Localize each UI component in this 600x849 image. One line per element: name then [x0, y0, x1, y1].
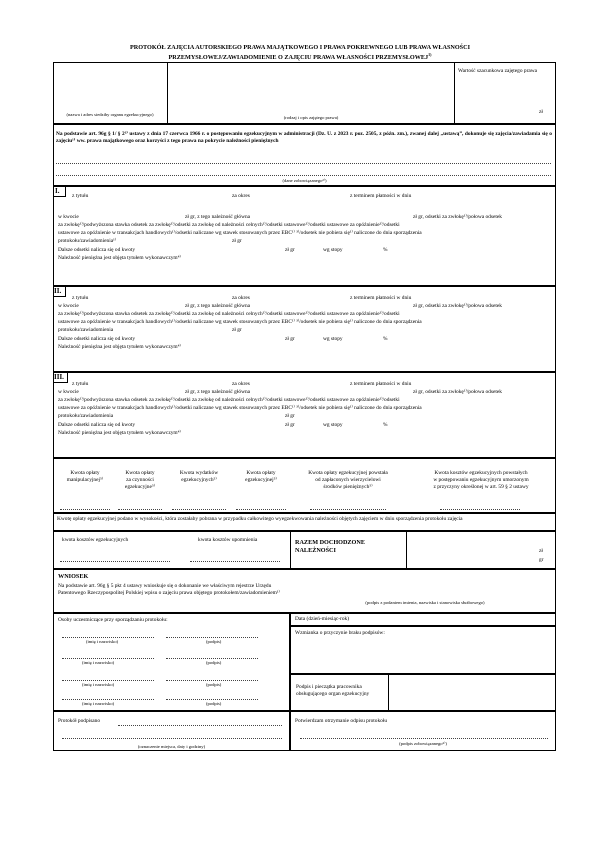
costs-divider-1 — [290, 531, 291, 569]
s3-percent: % — [383, 422, 388, 428]
s2-zl-gr: zł gr — [232, 327, 242, 333]
person-3-sign-label: (podpis) — [206, 682, 222, 687]
fee-col-2 — [114, 470, 166, 491]
section-3-box — [53, 372, 556, 458]
s3-odsetki: zł gr, odsetki za zwłokę¹⁾/połowa odsetek — [413, 389, 502, 395]
s3-tytul-wyk: Należność pieniężna jest objęta tytułem wykonawczym⁴⁾ — [58, 430, 181, 436]
s2-termin: z terminem płatności w dniu — [350, 295, 412, 301]
person-2-sign-label: (podpis) — [206, 660, 222, 665]
document-title-line1: PROTOKÓŁ ZAJĘCIA AUTORSKIEGO PRAWA MAJĄTKOWEGO I PRAWA POKREWNEGO LUB PRAWA WŁASNOŚCI — [129, 44, 471, 51]
wniosek-sign-label: (podpis z podaniem imienia, nazwiska i stanowiska służbowego) — [365, 600, 485, 605]
debtor-dots-1 — [56, 163, 551, 164]
costs-gr: gr — [539, 557, 544, 563]
s2-z-tytulu: z tytułu — [72, 295, 89, 301]
fee-col-2-l2: za czynności — [126, 477, 154, 483]
s3-zl-gr: zł gr — [285, 413, 295, 419]
s2-dalsze-zl-gr: zł gr — [285, 336, 295, 342]
s1-za-okres: za okres — [232, 193, 250, 199]
fee-col-4-l1: Kwota opłaty — [246, 470, 276, 476]
document-title-line2 — [40, 53, 560, 61]
costs-dots-2 — [190, 561, 280, 562]
costs-upomnienia: kwota kosztów upomnienia — [198, 537, 258, 543]
title-sup: 1) — [428, 52, 432, 57]
s1-odsetki: zł gr, odsetki za zwłokę¹⁾/połowa odsetek — [413, 214, 502, 220]
fee-dots-5 — [310, 509, 386, 510]
fee-dots-2 — [118, 509, 162, 510]
s2-kwocie: w kwocie — [58, 303, 79, 309]
person-3-name-label: (imię i nazwisko) — [82, 682, 115, 687]
fee-col-5-l1: Kwota opłaty egzekucyjnej powstała — [308, 470, 388, 476]
top-divider-1 — [167, 62, 168, 124]
s3-kwocie: w kwocie — [58, 389, 79, 395]
fee-col-5 — [290, 470, 406, 491]
fee-col-2-l1: Kwota opłaty — [125, 470, 155, 476]
title-line2-text: PRZEMYSŁOWEJ/ZAWIADOMIENIE O ZAJĘCIU PRAWA WŁASNOŚCI PRZEMYSŁOWEJ — [168, 54, 429, 62]
receipt-sign-label: (podpis zobowiązanego⁶⁾) — [399, 741, 447, 746]
person-3-sign-dots — [166, 680, 258, 681]
fee-dots-3 — [172, 509, 226, 510]
s2-za-okres: za okres — [232, 295, 250, 301]
fee-col-1 — [56, 470, 114, 484]
person-3-name-dots — [62, 680, 154, 681]
person-1-sign-dots — [166, 637, 258, 638]
signed-dots-1 — [118, 725, 282, 726]
s3-z-tytulu: z tytułu — [72, 381, 89, 387]
s1-line4: ustawowe za opóźnienie w transakcjach handlowych¹⁾/odsetki naliczane wg stawek stosowanych przez EBC¹⁾ ³⁾/odsetek nie pobiera się¹⁾ naliczone do dnia sporządzenia — [58, 230, 422, 236]
fee-col-3 — [168, 470, 230, 484]
person-1-name-dots — [62, 637, 154, 638]
receipt-dots — [300, 738, 548, 739]
s1-z-tytulu: z tytułu — [72, 193, 89, 199]
s2-line3: za zwłokę¹⁾/podwyższona stawka odsetek za zwłokę¹⁾/odsetki za zwłokę od należności celnych¹⁾/odsetki ustawowe¹⁾/odsetki ustawowe za opóźnienie¹⁾/odsetki — [58, 311, 400, 317]
fee-dots-1 — [60, 509, 110, 510]
s2-odsetki: zł gr, odsetki za zwłokę¹⁾/połowa odsetek — [413, 303, 502, 309]
fee-col-6 — [408, 470, 554, 491]
top-divider-2 — [454, 62, 455, 124]
persons-title: Osoby uczestniczące przy sporządzaniu protokołu: — [58, 617, 168, 623]
s1-dalsze: Dalsze odsetki nalicza się od kwoty — [58, 247, 136, 253]
s3-line4: ustawowe za opóźnienie w transakcjach handlowych¹⁾/odsetki naliczane wg stawek stosowanych przez EBC¹⁾ ³⁾/odsetek nie pobiera się¹⁾ naliczone do dnia sporządzenia — [58, 405, 422, 411]
s1-dalsze-zl-gr: zł gr — [285, 247, 295, 253]
value-label: Wartość szacunkowa zajętego prawa — [458, 68, 538, 74]
stamp-label: Podpis i pieczątka pracownika obsługującego organ egzekucyjny — [296, 684, 370, 697]
debtor-label: (dane zobowiązanego²⁾) — [282, 178, 327, 183]
s2-dalsze: Dalsze odsetki nalicza się od kwoty — [58, 336, 136, 342]
costs-zl: zł — [539, 548, 543, 554]
fee-dots-6 — [440, 509, 520, 510]
section-2-box — [53, 286, 556, 372]
fee-col-4-l2: egzekucyjnej⁵⁾ — [245, 477, 277, 483]
costs-divider-2 — [406, 531, 407, 569]
costs-koszty: kwota kosztów egzekucyjnych — [62, 537, 129, 543]
note-text: Kwotę opłaty egzekucyjnej podano w wysokości, która zostałaby pobrana w przypadku całkowitego wyegzekwowania należności objętych zajęciem w dniu sporządzenia protokołu zajęcia — [57, 516, 463, 522]
fee-col-6-l2: w postępowaniu egzekucyjnym umorzonym — [433, 477, 529, 483]
value-zl: zł — [539, 109, 543, 115]
person-4-sign-label: (podpis) — [206, 701, 222, 706]
date-label: Data (dzień-miesiąc-rok) — [295, 616, 350, 622]
s1-kwocie: w kwocie — [58, 214, 79, 220]
s1-wg-stopy: wg stopy — [323, 247, 343, 253]
s1-termin: z terminem płatności w dniu — [350, 193, 412, 199]
person-2-sign-dots — [166, 658, 258, 659]
s3-termin: z terminem płatności w dniu — [350, 381, 412, 387]
organ-label: (nazwa i adres siedziby organu egzekucyjnego) — [66, 112, 154, 117]
s3-line5: protokołu/zawiadomienia — [58, 413, 114, 419]
s1-line3: za zwłokę¹⁾/podwyższona stawka odsetek za zwłokę¹⁾/odsetki za zwłokę od należności celnych¹⁾/odsetki ustawowe¹⁾/odsetki ustawowe za opóźnienie¹⁾/odsetki — [58, 222, 400, 228]
s3-dalsze: Dalsze odsetki nalicza się od kwoty — [58, 422, 136, 428]
fee-col-5-l3: środków pieniężnych⁵⁾ — [323, 484, 373, 490]
fee-col-3-l1: Kwota wydatków — [179, 470, 219, 476]
person-1-name-label: (imię i nazwisko) — [86, 639, 119, 644]
s2-tytul-wyk: Należność pieniężna jest objęta tytułem wykonawczym⁴⁾ — [58, 344, 181, 350]
costs-razem: RAZEM DOCHODZONE NALEŻNOŚCI — [295, 539, 365, 554]
basis-text: Na podstawie art. 96g § 1/ § 2¹⁾ ustawy z dnia 17 czerwca 1966 r. o postępowaniu egzekucyjnym w administracji (Dz. U. z 2023 r. poz. 2505, z późn. zm.), zwanej dalej „ustawą”, dokonuje się zajęcia/zawiadamia się o zajęciu¹⁾ ww. prawa majątkowego oraz korzyści z tego prawa na pokrycie należności pieniężnych — [56, 131, 552, 144]
signed-label: Protokół podpisano — [58, 718, 101, 724]
person-2-name-dots — [62, 658, 154, 659]
s3-line3: za zwłokę¹⁾/podwyższona stawka odsetek za zwłokę¹⁾/odsetki za zwłokę od należności celnych¹⁾/odsetki ustawowe¹⁾/odsetki ustawowe za opóźnienie¹⁾/odsetki — [58, 397, 400, 403]
person-1-sign-label: (podpis) — [206, 639, 222, 644]
stamp-divider — [388, 674, 389, 711]
fee-col-4 — [232, 470, 290, 484]
s3-glowna: zł gr, z tego należność główna — [185, 389, 251, 395]
section-2-roman: II. — [54, 287, 62, 295]
s1-zl-gr: zł gr — [232, 238, 242, 244]
s1-glowna: zł gr, z tego należność główna — [185, 214, 251, 220]
s1-percent: % — [383, 247, 388, 253]
s3-za-okres: za okres — [232, 381, 250, 387]
costs-dots-1 — [60, 561, 170, 562]
fee-col-6-l3: z przyczyny określonej w art. 59 § 2 ustawy — [433, 484, 529, 490]
s2-line4: ustawowe za opóźnienie w transakcjach handlowych¹⁾/odsetki naliczane wg stawek stosowanych przez EBC¹⁾ ³⁾/odsetek nie pobiera się¹⁾ naliczone do dnia sporządzenia — [58, 319, 422, 325]
debtor-dots-2 — [56, 175, 551, 176]
s2-percent: % — [383, 336, 388, 342]
person-4-name-label: (imię i nazwisko) — [82, 701, 115, 706]
person-2-name-label: (imię i nazwisko) — [82, 660, 115, 665]
person-4-name-dots — [62, 699, 154, 700]
s2-line5: protokołu/zawiadomienia — [58, 327, 114, 333]
s3-wg-stopy: wg stopy — [323, 422, 343, 428]
fee-col-6-l1: Kwota kosztów egzekucyjnych powstałych — [434, 470, 528, 476]
fee-col-5-l2: od zapłaconych wierzycielowi — [315, 477, 381, 483]
section-3-roman: III. — [54, 373, 64, 381]
receipt-label: Potwierdzam otrzymanie odpisu protokołu — [295, 718, 388, 724]
s1-tytul-wyk: Należność pieniężna jest objęta tytułem wykonawczym⁴⁾ — [58, 255, 181, 261]
signed-place-label: (oznaczenie miejsca, daty i godziny) — [137, 744, 206, 749]
fee-col-3-l2: egzekucyjnych⁵⁾ — [181, 477, 217, 483]
s2-glowna: zł gr, z tego należność główna — [185, 303, 251, 309]
wniosek-text: Na podstawie art. 96g § 5 pkt 4 ustawy wnioskuje się o dokonanie we właściwym rejestrze Urzędu Patentowego Rzeczypospolitej Polskiej wpisu o zajęciu prawa objętego protokołem/zawiadomieniem¹⁾ — [58, 583, 280, 596]
s2-wg-stopy: wg stopy — [323, 336, 343, 342]
section-1-roman: I. — [55, 187, 60, 195]
missing-sig-label: Wzmianka o przyczynie braku podpisów: — [295, 630, 385, 636]
fee-col-2-l3: egzekucyjne⁵⁾ — [124, 484, 156, 490]
signed-dots-2 — [62, 738, 282, 739]
person-4-sign-dots — [166, 699, 258, 700]
s3-dalsze-zl-gr: zł gr — [285, 422, 295, 428]
wniosek-title: WNIOSEK — [58, 573, 89, 580]
fee-dots-4 — [236, 509, 286, 510]
fee-col-1-l1: Kwota opłaty — [70, 470, 100, 476]
fee-col-1-l2: manipulacyjnej⁵⁾ — [66, 477, 104, 483]
right-type-label: (rodzaj i opis zajętego prawa) — [283, 115, 339, 120]
s1-line5: protokołu/zawiadomienia¹⁾ — [58, 238, 117, 244]
